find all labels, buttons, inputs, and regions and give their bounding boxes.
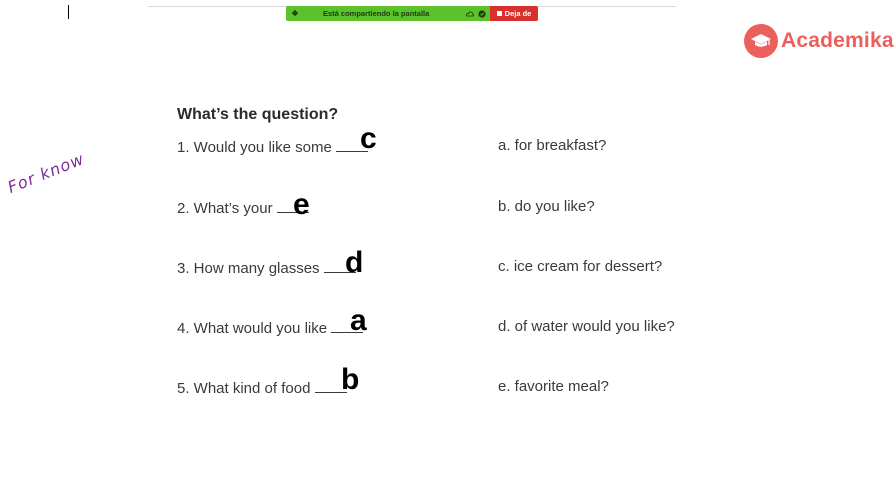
question-5 — [177, 378, 347, 397]
option-c: c. ice cream for dessert? — [498, 258, 663, 275]
answer-5: b — [341, 363, 360, 396]
option-b: b. do you like? — [498, 198, 595, 215]
academika-logo — [744, 24, 894, 58]
stop-icon — [497, 11, 502, 16]
option-d: d. of water would you like? — [498, 318, 675, 335]
stop-sharing-button[interactable] — [490, 6, 538, 21]
answer-1: c — [360, 122, 377, 155]
graduation-cap-icon — [744, 24, 778, 58]
exercise-title: What’s the question? — [177, 106, 339, 123]
question-3 — [177, 258, 356, 277]
handwritten-annotation: For know — [4, 149, 88, 197]
question-text: 4. What would you like — [177, 320, 328, 337]
stop-label: Deja de — [504, 9, 532, 18]
share-message: Está compartiendo la pantalla — [323, 9, 430, 18]
option-e: e. favorite meal? — [498, 378, 609, 395]
answer-2: e — [293, 188, 310, 221]
question-2 — [177, 198, 309, 217]
question-text: 1. Would you like some — [177, 139, 332, 156]
text-cursor — [68, 5, 69, 19]
answer-3: d — [345, 246, 364, 279]
question-text: 5. What kind of food — [177, 380, 311, 397]
answer-4: a — [350, 304, 367, 337]
shield-icon[interactable] — [478, 10, 486, 18]
share-status — [286, 6, 490, 21]
question-text: 2. What’s your — [177, 200, 273, 217]
question-1 — [177, 137, 368, 156]
cloud-icon[interactable] — [466, 10, 474, 18]
option-a: a. for breakfast? — [498, 137, 607, 154]
question-text: 3. How many glasses — [177, 260, 320, 277]
logo-text: Academika — [781, 29, 894, 52]
share-app-icon: ❖ — [291, 9, 299, 18]
screen-share-bar — [286, 6, 538, 21]
question-4 — [177, 318, 363, 337]
